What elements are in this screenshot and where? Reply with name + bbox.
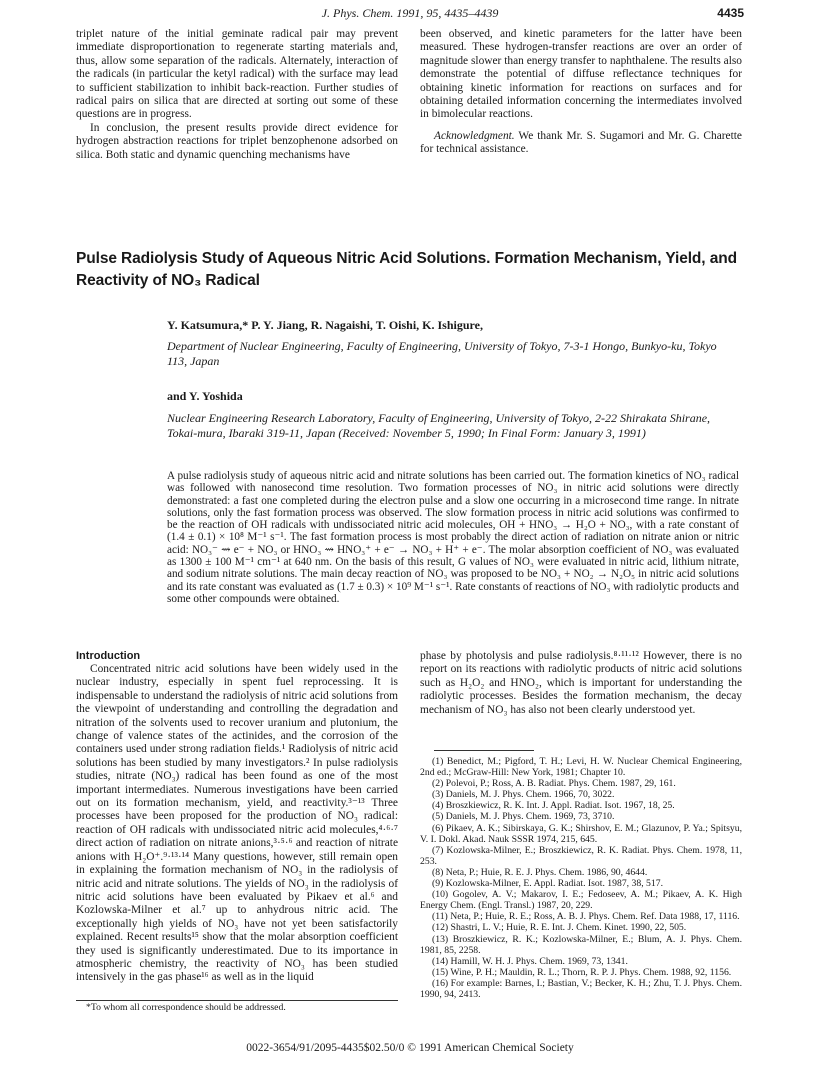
reference-item: (14) Hamill, W. H. J. Phys. Chem. 1969, 73, 1341. [432, 955, 628, 967]
reference-item: (13) Broszkiewicz, R. K.; Kozlowska-Milner, E.; Blum, A. J. Phys. Chem. 1981, 85, 2258. [420, 933, 742, 956]
article-title: Pulse Radiolysis Study of Aqueous Nitric Acid Solutions. Formation Mechanism, Yield, and Reactivity of NO₃ Radical [76, 250, 737, 289]
references-list [420, 756, 742, 1000]
additional-author: and Y. Yoshida [167, 389, 243, 403]
reference-item: (16) For example: Barnes, I.; Bastian, V.; Becker, K. H.; Zhu, T. J. Phys. Chem. 1990, 94, 2413. [420, 977, 742, 1000]
reference-item: (9) Kozlowska-Milner, E. Appl. Radiat. Isot. 1987, 38, 517. [432, 878, 664, 890]
introduction-paragraph-continued: phase by photolysis and pulse radiolysis.⁸·¹¹·¹² However, there is no report on its reactions with radiolytic products of nitric acid solutions such as H₂O₂ and HNO₂, which is important for understanding the radiolytic processes. Besides the formation mechanism, the decay mechanism of NO₃ has also not been clearly understood yet. [420, 650, 742, 716]
abstract: A pulse radiolysis study of aqueous nitric acid and nitrate solutions has been carried out. The formation kinetics of NO₃ radical was followed with nanosecond time resolution. Two formation processes of NO₃ in nitric acid solutions were directly demonstrated: a fast one completed during the electron pulse and a slow one occurring in a microsecond time range. In nitrate solutions, only the fast formation process was observed. The slow formation process in nitric acid solutions was confirmed to be the reaction of OH radicals with undissociated nitric acid molecules, OH + HNO₃ → H₂O + NO₃, with a rate constant of (1.4 ± 0.1) × 10⁸ M⁻¹ s⁻¹. The fast formation process is most probably the direct action of radiation on nitrate anion or nitric acid: NO₃⁻ ⇝ e⁻ + NO₃ or HNO₃ ⇝ HNO₃⁺ + e⁻ → NO₃ + H⁺ + e⁻. The molar absorption coefficient of NO₃ was evaluated as 1300 ± 100 M⁻¹ cm⁻¹ at 640 nm. On the basis of this result, G values of NO₃ were evaluated in nitric acid, lithium nitrate, and sodium nitrate solutions. The main decay reaction of NO₃ was proposed to be NO₃ + NO₂ → N₂O₅ in nitric acid solutions and its rate constant was evaluated as (1.7 ± 0.3) × 10⁹ M⁻¹ s⁻¹. Rate constants of reactions of NO₃ with radiolytic products and some other compounds were obtained. [167, 470, 739, 605]
reference-item: (3) Daniels, M. J. Phys. Chem. 1966, 70, 3022. [432, 789, 615, 801]
acknowledgment-text: We thank Mr. S. Sugamori and Mr. G. Charette for technical assistance. [420, 129, 742, 156]
correspondence-footnote: *To whom all correspondence should be addressed. [86, 1002, 286, 1013]
reference-item: (15) Wine, P. H.; Mauldin, R. L.; Thorn, R. P. J. Phys. Chem. 1988, 92, 1156. [432, 966, 732, 978]
page-number: 4435 [717, 6, 744, 20]
previous-article-conclusion: In conclusion, the present results provide direct evidence for hydrogen abstraction reactions for triplet benzophenone adsorbed on silica. Both static and dynamic quenching mechanisms have [76, 121, 398, 161]
affiliation-secondary: Nuclear Engineering Research Laboratory, Faculty of Engineering, University of Tokyo, 2-22 Shirakata Shirane, Tokai-mura, Ibaraki 319-11, Japan (Received: November 5, 1990; In Final Form: January 3, 1991) [167, 411, 711, 440]
acknowledgment [420, 130, 742, 157]
reference-item: (10) Gogolev, A. V.; Makarov, I. E.; Fedoseev, A. M.; Pikaev, A. K. High Energy Chem. (Engl. Transl.) 1987, 20, 229. [420, 889, 742, 912]
previous-article-left-column [76, 28, 398, 162]
introduction-section [76, 650, 398, 985]
references-divider [434, 750, 534, 751]
previous-article-right-column [420, 28, 742, 157]
introduction-paragraph: Concentrated nitric acid solutions have been widely used in the nuclear industry, especially in spent fuel reprocessing. It is indispensable to understand the radiolysis of nitric acid solutions from the viewpoint of understanding and controlling the degradation and nitration of the solvents used to recover uranium and plutonium, the change of valence states of the actinides, and the corrosion of the containers used under strong radiation fields.¹ Radiolysis of nitric acid solutions has been studied by many investigators.² In pulse radiolysis studies, nitrate (NO₃) radical has been found as one of the most important intermediates. Numerous investigations have been carried out on its formation mechanism, yield, and reactivity.³⁻¹³ Three processes have been proposed for the production of NO₃ radical: reaction of OH radicals with undissociated nitric acid molecules,⁴·⁶·⁷ direct action of radiation on nitrate anions,³·⁵·⁶ and reaction of nitrate anions with H₂O⁺.⁹·¹³·¹⁴ Many questions, however, still remain open in explaining the formation mechanism of NO₃ in the radiolysis of nitric acid and nitrate solutions. The yields of NO₃ in the radiolysis of nitric acid solutions have been evaluated by Pikaev et al.⁶ and Kozlowska-Milner et al.⁷ up to anhydrous nitric acid. The exceptionally high yields of NO₃ have not yet been satisfactorily explained. Recent results¹⁵ show that the molar absorption coefficient they used is significantly underestimated. Due to its importance in atmospheric chemistry, the reactivity of NO₃ has been studied intensively in the gas phase¹⁶ as well as in the liquid [76, 663, 398, 984]
authors: Y. Katsumura,* P. Y. Jiang, R. Nagaishi, T. Oishi, K. Ishigure, [167, 318, 483, 332]
previous-article-paragraph: triplet nature of the initial geminate radical pair may prevent immediate disproportionation to regenerate starting materials and, thus, allow some separation of the radicals. Alternately, interaction of the radicals (in particular the ketyl radical) with the surface may lead to sufficient stabilization to inhibit back-reaction. Further studies of radical pairs on silica that are directed at sorting out some of these questions are in progress. [76, 28, 398, 121]
reference-item: (6) Pikaev, A. K.; Sibirskaya, G. K.; Shirshov, E. M.; Glazunov, P. Ya.; Spitsyu, V. I. Dokl. Akad. Nauk SSSR 1974, 215, 645. [420, 822, 742, 845]
journal-citation: J. Phys. Chem. 1991, 95, 4435–4439 [321, 6, 499, 20]
reference-item: (12) Shastri, L. V.; Huie, R. E. Int. J. Chem. Kinet. 1990, 22, 505. [432, 922, 687, 934]
reference-item: (7) Kozlowska-Milner, E.; Broszkiewicz, R. K. Radiat. Phys. Chem. 1978, 11, 253. [420, 844, 742, 867]
reference-item: (11) Neta, P.; Huie, R. E.; Ross, A. B. J. Phys. Chem. Ref. Data 1988, 17, 1116. [432, 911, 740, 923]
reference-item: (2) Polevoi, P.; Ross, A. B. Radiat. Phys. Chem. 1987, 29, 161. [432, 778, 676, 790]
page-header [76, 6, 744, 22]
footnote-divider [76, 1000, 398, 1001]
affiliation-primary: Department of Nuclear Engineering, Faculty of Engineering, University of Tokyo, 7-3-1 Hongo, Bunkyo-ku, Tokyo 113, Japan [167, 339, 717, 368]
previous-article-paragraph: been observed, and kinetic parameters for the latter have been measured. These hydrogen-transfer reactions are over an order of magnitude slower than energy transfer to naphthalene. The results also demonstrate the potential of diffuse reflectance techniques for obtaining kinetic information for reactions on surfaces and for obtaining detailed information concerning the intermediates involved in bimolecular reactions. [420, 28, 742, 121]
reference-item: (8) Neta, P.; Huie, R. E. J. Phys. Chem. 1986, 90, 4644. [432, 866, 648, 878]
copyright-line: 0022-3654/91/2095-4435$02.50/0 © 1991 American Chemical Society [246, 1042, 574, 1054]
section-heading-introduction: Introduction [76, 650, 141, 662]
introduction-continued [420, 650, 742, 717]
reference-item: (5) Daniels, M. J. Phys. Chem. 1969, 73, 3710. [432, 811, 615, 823]
reference-item: (4) Broszkiewicz, R. K. Int. J. Appl. Radiat. Isot. 1967, 18, 25. [432, 800, 675, 812]
acknowledgment-label: Acknowledgment. [434, 129, 515, 142]
reference-item: (1) Benedict, M.; Pigford, T. H.; Levi, H. W. Nuclear Chemical Engineering, 2nd ed.; McGraw-Hill: New York, 1981; Chapter 10. [420, 756, 742, 779]
